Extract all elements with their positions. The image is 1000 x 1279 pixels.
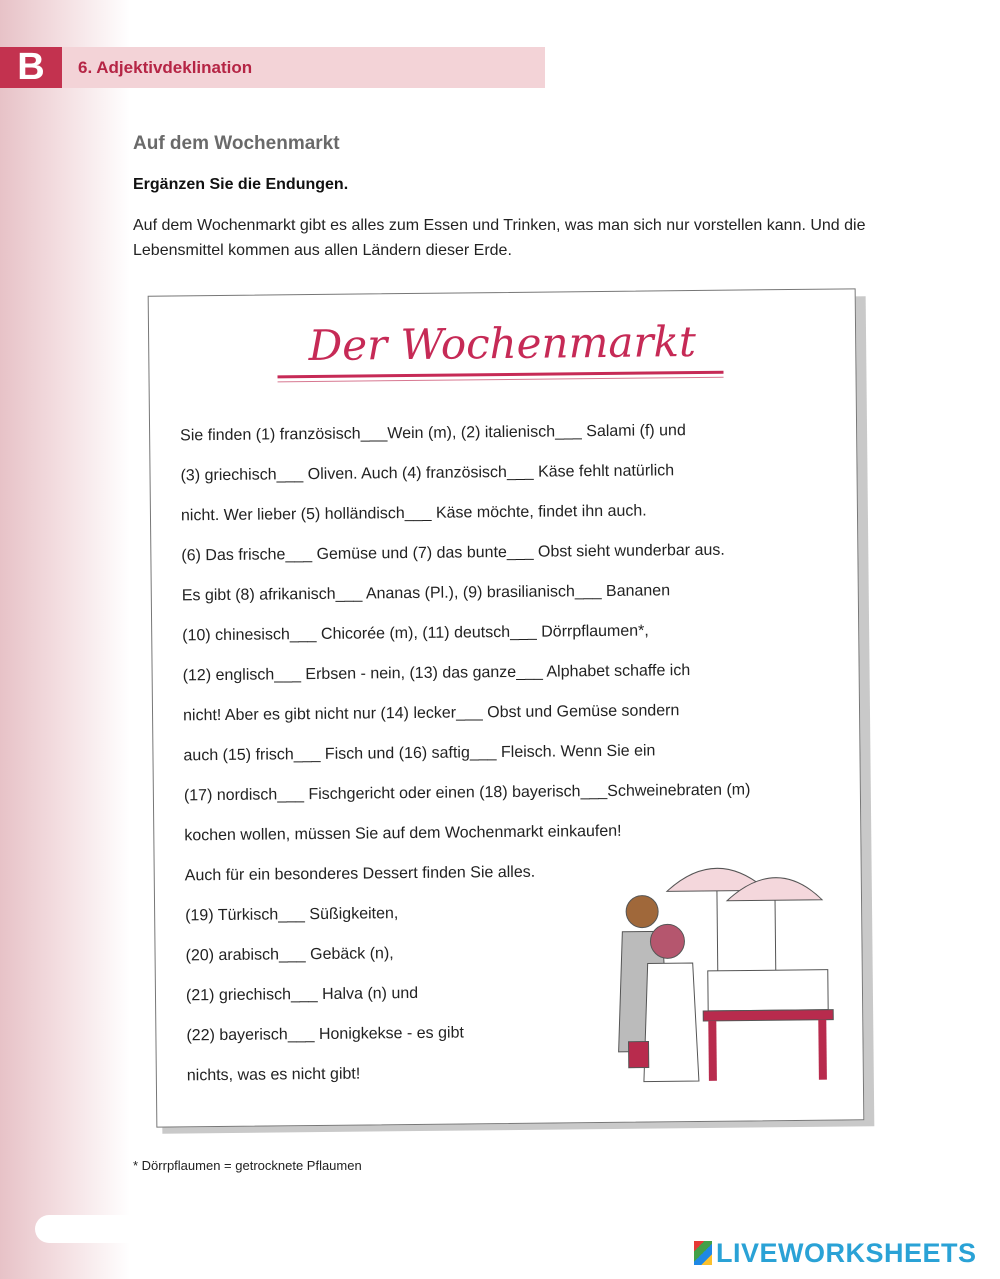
text-line: (22) bayerisch___ Honigkekse - es gibt [186,1024,464,1045]
white-blob [35,1215,147,1243]
worksheet-card [148,288,865,1127]
text-line: (10) chinesisch___ Chicorée (m), (11) deutsch___ Dörrpflaumen*, [182,622,649,645]
text-line: (3) griechisch___ Oliven. Auch (4) französisch___ Käse fehlt natürlich [180,462,675,485]
chapter-title: 6. Adjektivdeklination [78,58,253,77]
text-line: (20) arabisch___ Gebäck (n), [185,945,394,965]
market-illustration [607,850,840,1092]
text-line: nichts, was es nicht gibt! [186,1065,361,1085]
text-line: (19) Türkisch___ Süßigkeiten, [185,905,399,925]
text-line: Auch für ein besonderes Dessert finden Sie alles. [184,863,536,885]
logo-text: LIVEWORKSHEETS [716,1238,977,1268]
side-band [0,0,130,1279]
text-line: Es gibt (8) afrikanisch___ Ananas (Pl.), (9) brasilianisch___ Bananen [181,582,671,605]
text-line: nicht! Aber es gibt nicht nur (14) lecker___ Obst und Gemüse sondern [182,702,680,725]
card-title: Der Wochenmarkt [308,316,697,371]
text-line: nicht. Wer lieber (5) holländisch___ Käse möchte, findet ihn auch. [180,502,647,525]
section-title: Auf dem Wochenmarkt [133,133,340,154]
text-line: auch (15) frisch___ Fisch und (16) saftig___ Fleisch. Wenn Sie ein [183,742,656,765]
liveworksheets-logo [694,1238,977,1269]
text-line: (17) nordisch___ Fischgericht oder einen (18) bayerisch___Schweinebraten (m) [183,781,751,805]
text-line: (12) englisch___ Erbsen - nein, (13) das ganze___ Alphabet schaffe ich [182,662,691,685]
intro-text: Auf dem Wochenmarkt gibt es alles zum Essen und Trinken, was man sich nur vorstellen kann. Und die Lebensmittel kommen aus allen Ländern dieser Erde. [133,217,866,259]
section-letter-badge: B [0,47,62,88]
text-line: (21) griechisch___ Halva (n) und [185,984,419,1005]
instruction: Ergänzen Sie die Endungen. [133,176,349,193]
text-line: Sie finden (1) französisch___Wein (m), (2) italienisch___ Salami (f) und [180,422,686,445]
text-line: kochen wollen, müssen Sie auf dem Wochenmarkt einkaufen! [184,822,622,845]
text-line: (6) Das frische___ Gemüse und (7) das bunte___ Obst sieht wunderbar aus. [181,541,725,565]
logo-icon [694,1241,712,1265]
footnote: * Dörrpflaumen = getrocknete Pflaumen [133,1158,362,1173]
